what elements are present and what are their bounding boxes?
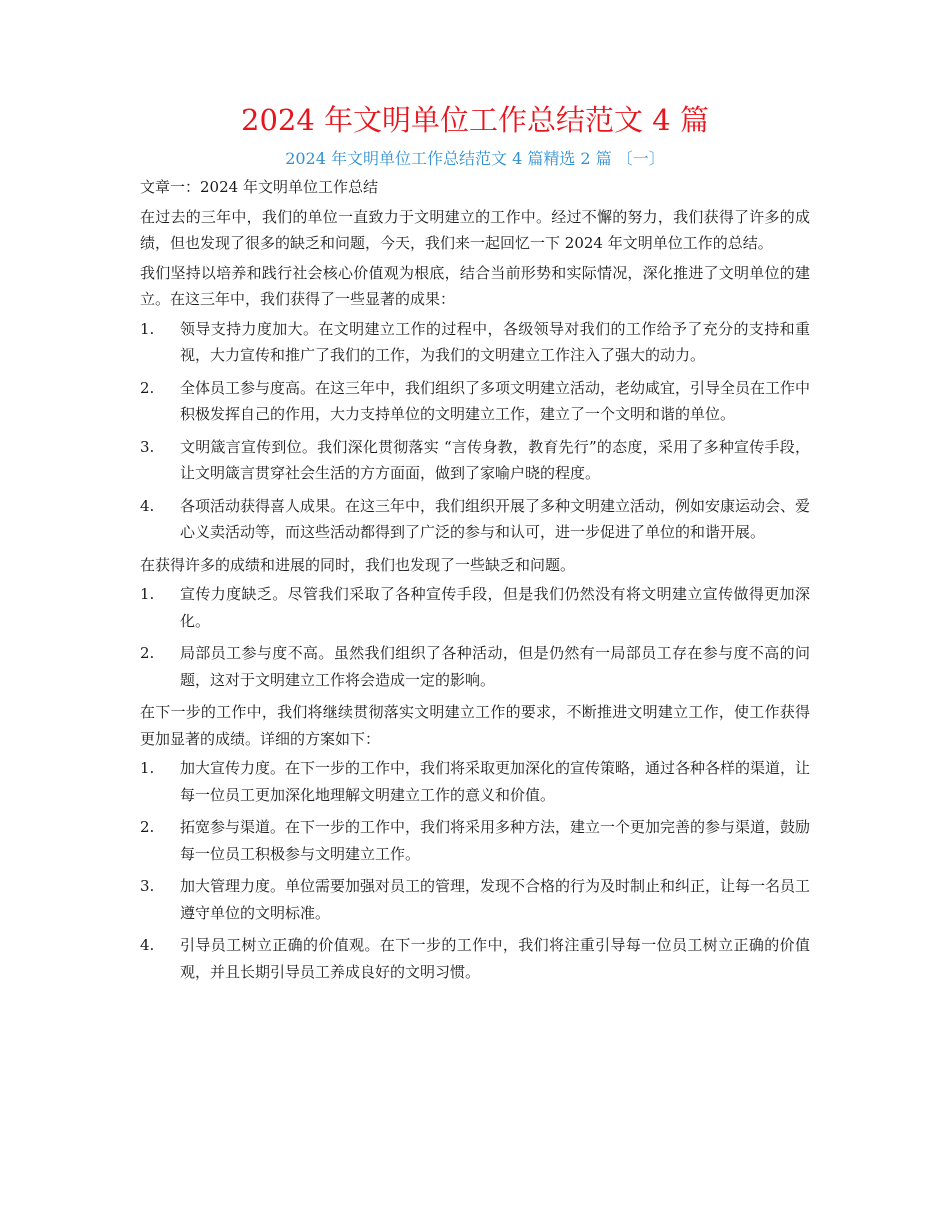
list-number: 2.: [140, 644, 155, 662]
list-text: 文明箴言宣传到位。我们深化贯彻落实 “言传身教，教育先行”的态度，采用了多种宣传手段，让文明箴言贯穿社会生活的方方面面，做到了家喻户晓的程度。: [180, 437, 810, 482]
achievements-list: [140, 316, 810, 546]
list-text: 领导支持力度加大。在文明建立工作的过程中，各级领导对我们的工作给予了充分的支持和重视，大力宣传和推广了我们的工作，为我们的文明建立工作注入了强大的动力。: [180, 319, 810, 364]
list-item: [140, 375, 810, 428]
document-title: 2024 年文明单位工作总结范文 4 篇: [241, 103, 709, 137]
list-number: 1.: [140, 319, 155, 338]
intro-paragraph-1: 在过去的三年中，我们的单位一直致力于文明建立的工作中。经过不懈的努力，我们获得了许多的成绩，但也发现了很多的缺乏和问题，今天，我们来一起回忆一下 2024 年文明单位工作的总结。: [140, 207, 810, 252]
list-text: 加大宣传力度。在下一步的工作中，我们将采取更加深化的宣传策略，通过各种各样的渠道，让每一位员工更加深化地理解文明建立工作的意义和价值。: [180, 759, 811, 804]
plans-list: [140, 755, 810, 985]
article-label: 文章一：2024 年文明单位工作总结: [140, 178, 378, 196]
list-number: 4.: [140, 496, 155, 515]
list-item: [140, 493, 810, 546]
problems-list: [140, 581, 810, 693]
list-text: 引导员工树立正确的价值观。在下一步的工作中，我们将注重引导每一位员工树立正确的价值观，并且长期引导员工养成良好的文明习惯。: [180, 936, 810, 981]
list-number: 1.: [140, 585, 155, 603]
list-text: 拓宽参与渠道。在下一步的工作中，我们将采用多种方法，建立一个更加完善的参与渠道，鼓励每一位员工积极参与文明建立工作。: [180, 818, 811, 863]
problems-intro: 在获得许多的成绩和进展的同时，我们也发现了一些缺乏和问题。: [140, 555, 576, 574]
list-text: 局部员工参与度不高。虽然我们组织了各种活动，但是仍然有一局部员工存在参与度不高的问题，这对于文明建立工作将会造成一定的影响。: [180, 644, 810, 689]
list-item: [140, 434, 810, 487]
list-number: 3.: [140, 437, 155, 456]
list-text: 加大管理力度。单位需要加强对员工的管理，发现不合格的行为及时制止和纠正，让每一名员工遵守单位的文明标准。: [180, 877, 811, 922]
list-item: [140, 316, 810, 369]
list-item: [140, 640, 810, 693]
list-text: 各项活动获得喜人成果。在这三年中，我们组织开展了多种文明建立活动，例如安康运动会、爱心义卖活动等，而这些活动都得到了广泛的参与和认可，进一步促进了单位的和谐开展。: [180, 496, 811, 541]
list-item: [140, 755, 810, 808]
document-subtitle: 2024 年文明单位工作总结范文 4 篇精选 2 篇 〔一〕: [285, 149, 665, 168]
list-item: [140, 873, 810, 926]
list-number: 2.: [140, 818, 155, 836]
list-item: [140, 932, 810, 985]
list-text: 全体员工参与度高。在这三年中，我们组织了多项文明建立活动，老幼咸宜，引导全员在工作中积极发挥自己的作用，大力支持单位的文明建立工作，建立了一个文明和谐的单位。: [180, 378, 811, 423]
list-text: 宣传力度缺乏。尽管我们采取了各种宣传手段，但是我们仍然没有将文明建立宣传做得更加深化。: [180, 585, 810, 630]
list-number: 2.: [140, 378, 155, 397]
intro-paragraph-2: 我们坚持以培养和践行社会核心价值观为根底，结合当前形势和实际情况，深化推进了文明单位的建立。在这三年中，我们获得了一些显著的成果：: [140, 263, 810, 308]
list-number: 3.: [140, 877, 155, 895]
plan-intro: 在下一步的工作中，我们将继续贯彻落实文明建立工作的要求，不断推进文明建立工作，使工作获得更加显著的成绩。详细的方案如下：: [140, 703, 810, 748]
list-number: 1.: [140, 759, 155, 777]
list-number: 4.: [140, 936, 155, 954]
list-item: [140, 581, 810, 634]
list-item: [140, 814, 810, 867]
